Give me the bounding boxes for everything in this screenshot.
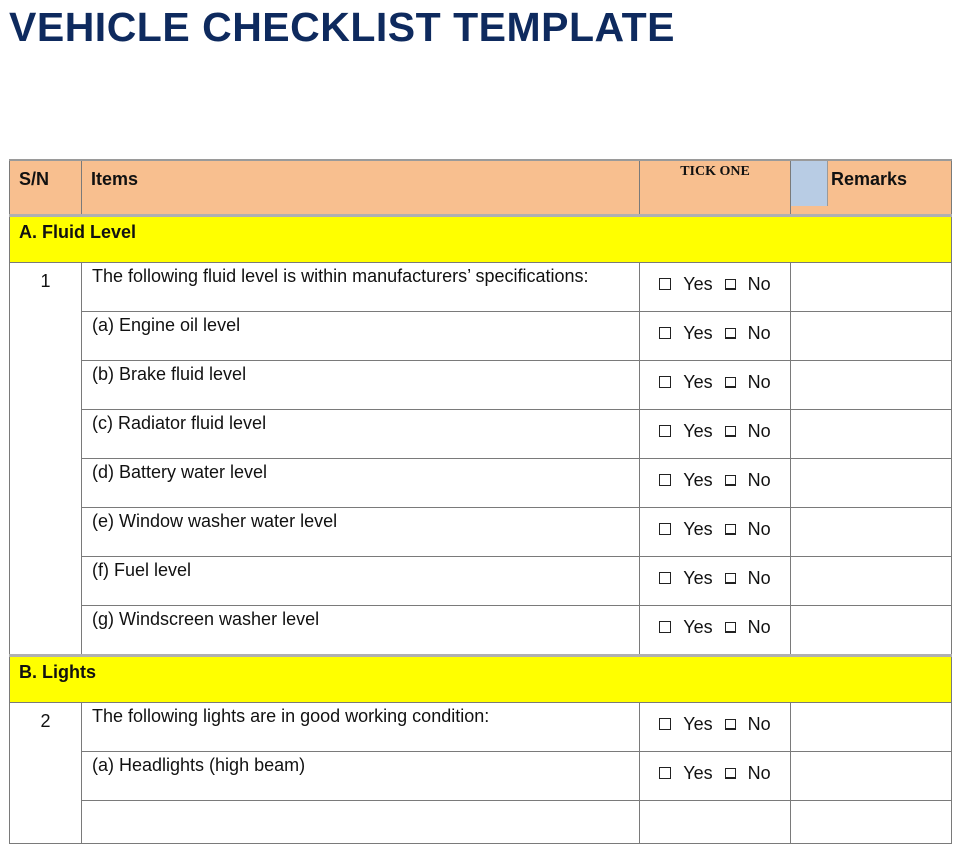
checklist-table [9, 159, 952, 844]
item-text: (c) Radiator fluid level [82, 410, 640, 459]
tick-cell [640, 459, 791, 508]
tick-cell [640, 410, 791, 459]
yes-checkbox[interactable] [659, 376, 671, 388]
remarks-cell[interactable] [791, 752, 952, 801]
no-label: No [747, 469, 771, 490]
yes-checkbox[interactable] [659, 278, 671, 290]
yes-checkbox[interactable] [659, 767, 671, 779]
yes-label: Yes [683, 616, 713, 637]
yes-checkbox[interactable] [659, 327, 671, 339]
no-label: No [747, 518, 771, 539]
no-checkbox[interactable] [725, 279, 736, 290]
yes-checkbox[interactable] [659, 523, 671, 535]
yes-checkbox[interactable] [659, 572, 671, 584]
serial-number: 1 [10, 263, 82, 656]
remarks-cell[interactable] [791, 557, 952, 606]
yes-label: Yes [683, 518, 713, 539]
tick-cell [640, 557, 791, 606]
table-row [10, 312, 952, 361]
remarks-cell[interactable] [791, 801, 952, 844]
no-checkbox[interactable] [725, 524, 736, 535]
yes-checkbox[interactable] [659, 621, 671, 633]
tick-cell [640, 263, 791, 312]
table-row [10, 263, 952, 312]
no-label: No [747, 273, 771, 294]
yes-checkbox[interactable] [659, 425, 671, 437]
item-text: (f) Fuel level [82, 557, 640, 606]
header-sn: S/N [10, 160, 82, 216]
item-text: (g) Windscreen washer level [82, 606, 640, 656]
item-text: (d) Battery water level [82, 459, 640, 508]
item-text: (a) Headlights (high beam) [82, 752, 640, 801]
item-text-empty [82, 801, 640, 844]
header-remarks: Remarks [831, 169, 908, 189]
yes-label: Yes [683, 567, 713, 588]
yes-label: Yes [683, 762, 713, 783]
item-text: (a) Engine oil level [82, 312, 640, 361]
table-row [10, 703, 952, 752]
table-row [10, 606, 952, 656]
header-row [10, 160, 952, 216]
serial-number: 2 [10, 703, 82, 844]
no-label: No [747, 567, 771, 588]
yes-checkbox[interactable] [659, 474, 671, 486]
section-row-lights [10, 656, 952, 703]
item-text: The following fluid level is within manufacturers’ specifications: [82, 263, 640, 312]
tick-cell [640, 703, 791, 752]
item-text: The following lights are in good working condition: [82, 703, 640, 752]
no-checkbox[interactable] [725, 426, 736, 437]
tick-cell-empty [640, 801, 791, 844]
table-row [10, 508, 952, 557]
remarks-cell[interactable] [791, 361, 952, 410]
item-text: (b) Brake fluid level [82, 361, 640, 410]
no-checkbox[interactable] [725, 768, 736, 779]
no-checkbox[interactable] [725, 328, 736, 339]
header-remarks-cell [791, 160, 952, 216]
yes-checkbox[interactable] [659, 718, 671, 730]
no-checkbox[interactable] [725, 622, 736, 633]
section-row-fluid-level [10, 216, 952, 263]
tick-cell [640, 752, 791, 801]
no-label: No [747, 762, 771, 783]
table-row [10, 410, 952, 459]
table-row [10, 459, 952, 508]
no-checkbox[interactable] [725, 377, 736, 388]
section-label: B. Lights [10, 656, 952, 703]
yes-label: Yes [683, 273, 713, 294]
table-row [10, 752, 952, 801]
no-label: No [747, 322, 771, 343]
no-checkbox[interactable] [725, 719, 736, 730]
remarks-cell[interactable] [791, 606, 952, 656]
table-row [10, 557, 952, 606]
no-label: No [747, 371, 771, 392]
remarks-cell[interactable] [791, 703, 952, 752]
tick-cell [640, 361, 791, 410]
tick-cell [640, 508, 791, 557]
remarks-accent [791, 161, 828, 206]
remarks-cell[interactable] [791, 263, 952, 312]
remarks-cell[interactable] [791, 312, 952, 361]
table-row-partial [10, 801, 952, 844]
no-label: No [747, 616, 771, 637]
yes-label: Yes [683, 322, 713, 343]
table-row [10, 361, 952, 410]
yes-label: Yes [683, 420, 713, 441]
no-label: No [747, 713, 771, 734]
header-items: Items [82, 160, 640, 216]
remarks-cell[interactable] [791, 410, 952, 459]
yes-label: Yes [683, 371, 713, 392]
remarks-cell[interactable] [791, 459, 952, 508]
no-label: No [747, 420, 771, 441]
section-label: A. Fluid Level [10, 216, 952, 263]
tick-cell [640, 312, 791, 361]
tick-cell [640, 606, 791, 656]
no-checkbox[interactable] [725, 475, 736, 486]
yes-label: Yes [683, 713, 713, 734]
page-title: VEHICLE CHECKLIST TEMPLATE [9, 4, 675, 50]
item-text: (e) Window washer water level [82, 508, 640, 557]
yes-label: Yes [683, 469, 713, 490]
no-checkbox[interactable] [725, 573, 736, 584]
remarks-cell[interactable] [791, 508, 952, 557]
header-tick-one: TICK ONE [640, 160, 791, 216]
